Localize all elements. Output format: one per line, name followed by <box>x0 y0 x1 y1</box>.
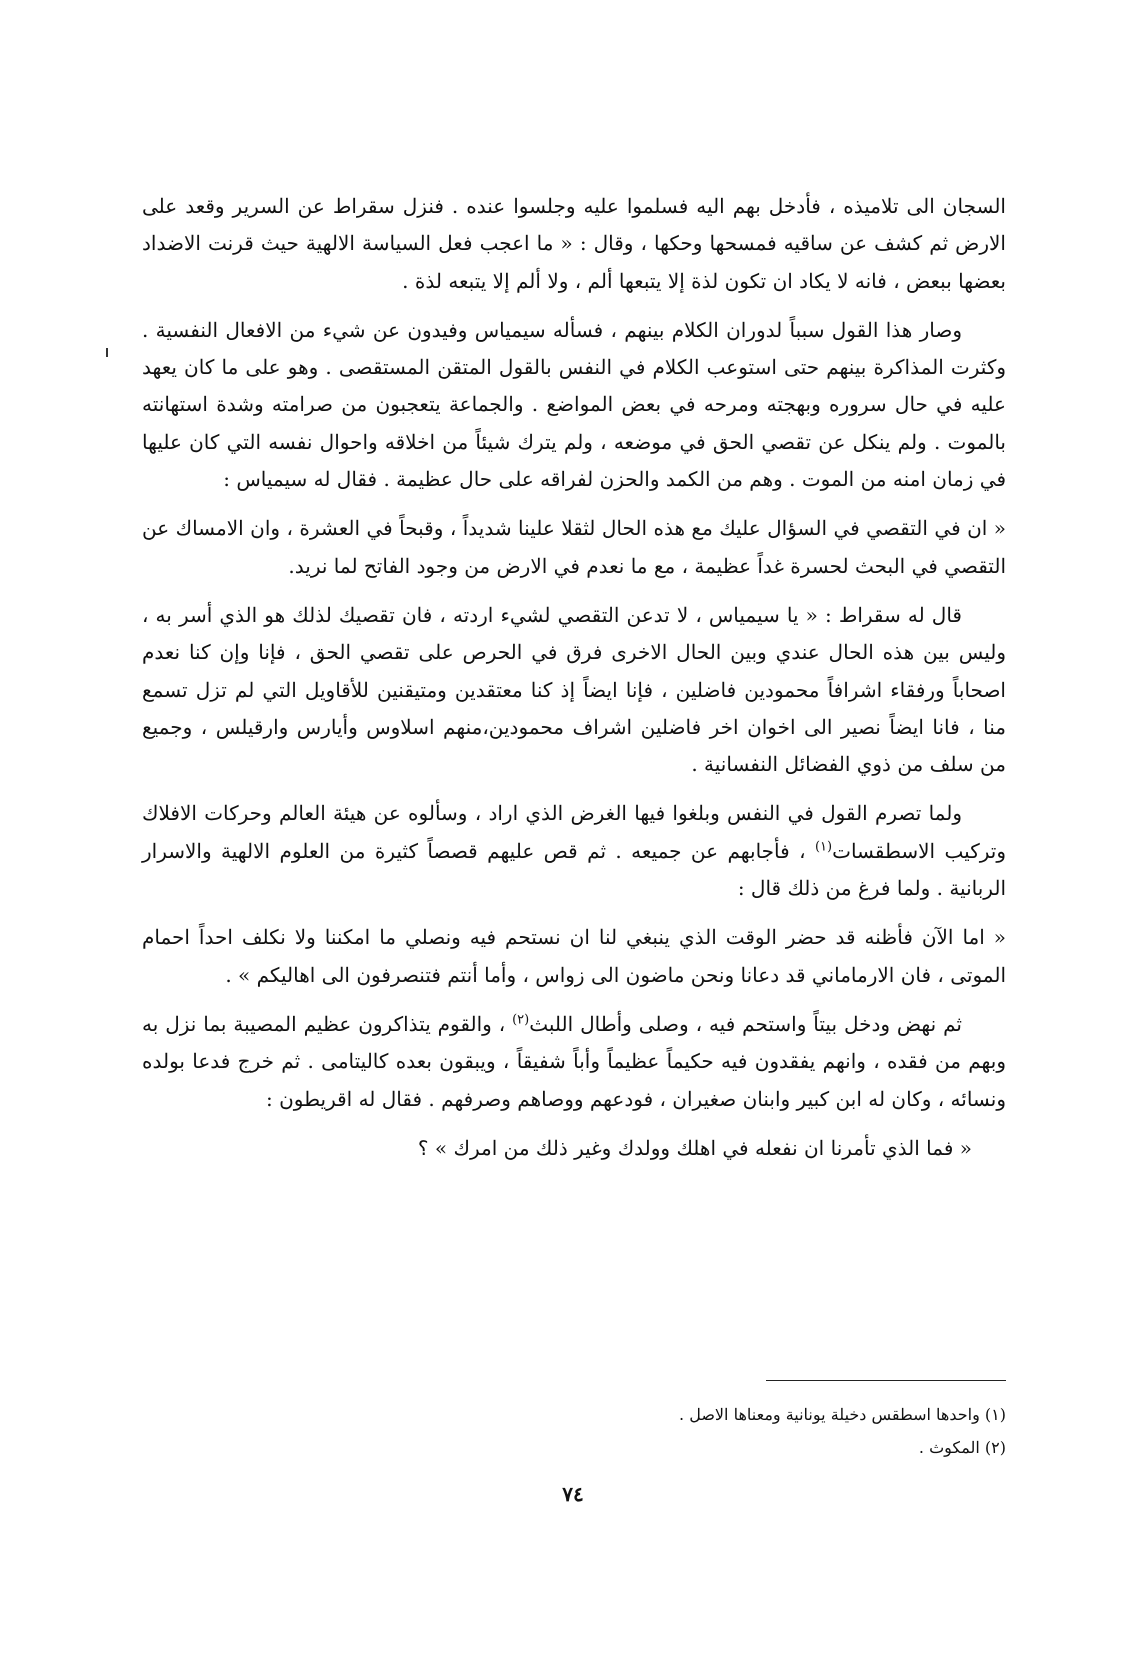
paragraph-5 <box>142 795 1006 907</box>
paragraph-8: « فما الذي تأمرنا ان نفعله في اهلك وولدك وغير ذلك من امرك » ؟ <box>417 1135 972 1160</box>
footnote-divider <box>766 1380 1006 1381</box>
footnote-2: (٢) المكوث . <box>918 1438 1006 1457</box>
paragraph-6: « اما الآن فأظنه قد حضر الوقت الذي ينبغي لنا ان نستحم فيه ونصلي ما امكننا ولا نكلف احداً احمام الموتى ، فان الارماماني قد دعانا ونحن ماضون الى زواس ، وأما أنتم فتنصرفون الى اهاليكم » . <box>142 925 1006 987</box>
paragraph-4: قال له سقراط : « يا سيمياس ، لا تدعن التقصي لشيء اردته ، فان تقصيك لذلك هو الذي أسر به ، وليس بين هذه الحال عندي وبين الحال الاخرى فرق في الحرص على تقصي الحق ، فإنا وإن كنا نعدم اصحاباً ورفقاء اشرافاً محمودين فاضلين ، فإنا ايضاً إذ كنا معتقدين ومتيقنين للأقاويل التي لم تزل تسمع منا ، فانا ايضاً نصير الى اخوان اخر فاضلين اشراف محمودين،منهم اسلاوس وأيارس وارقيلس ، وجميع من سلف من ذوي الفضائل النفسانية . <box>142 602 1006 777</box>
paragraph-3: « ان في التقصي في السؤال عليك مع هذه الحال لثقلا علينا شديداً ، وقبحاً في العشرة ، وان الامساك عن التقصي في البحث لحسرة غداً عظيمة ، مع ما نعدم في الارض من وجود الفاتح لما نريد. <box>142 516 1006 578</box>
paragraph-1: السجان الى تلاميذه ، فأدخل بهم اليه فسلموا عليه وجلسوا عنده . فنزل سقراط عن السرير وقعد على الارض ثم كشف عن ساقيه فمسحها وحكها ، وقال : « ما اعجب فعل السياسة الالهية حيث قرنت الاضداد بعضها ببعض ، فانه لا يكاد ان تكون لذة إلا يتبعها ألم ، ولا ألم إلا يتبعه لذة . <box>142 194 1006 293</box>
margin-mark <box>106 348 108 357</box>
paragraph-7 <box>142 1006 1006 1118</box>
paragraph-2: وصار هذا القول سبباً لدوران الكلام بينهم ، فسأله سيمياس وفيدون عن شيء من الافعال النفسية . وكثرت المذاكرة بينهم حتى استوعب الكلام في النفس بالقول المتقن المستقصى . وهو على ما كان يعهد عليه في حال سروره وبهجته ومرحه في بعض المواضع . والجماعة يتعجبون من صرامته وشدة استهانته بالموت . ولم ينكل عن تقصي الحق في موضعه ، ولم يترك شيئاً من اخلاقه واحوال نفسه التي كان عليها في زمان امنه من الموت . وهم من الكمد والحزن لفراقه على حال عظيمة . فقال له سيمياس : <box>142 317 1006 492</box>
paragraph-7-text-before: ثم نهض ودخل بيتاً واستحم فيه ، وصلى وأطال اللبث <box>529 1011 962 1036</box>
footnote-marker-2: (٢) <box>512 1012 530 1028</box>
body-text <box>142 188 1006 1179</box>
paragraph-7-text-after: ، والقوم يتذاكرون عظيم المصيبة بما نزل به وبهم من فقده ، وانهم يفقدون فيه حكيماً عظيماً وأباً شفيقاً ، ويبقون بعده كاليتامى . ثم خرج فدعا بولده ونسائه ، وكان له ابن كبير وابنان صغيران ، فودعهم ووصاهم وصرفهم . فقال له اقريطون : <box>142 1011 1006 1111</box>
paragraph-5-text-after: ، فأجابهم عن جميعه . ثم قص عليهم قصصاً كثيرة من العلوم الالهية والاسرار الربانية . ولما فرغ من ذلك قال : <box>142 838 1006 901</box>
footnotes <box>142 1398 1006 1464</box>
paragraph-5-text-before: ولما تصرم القول في النفس وبلغوا فيها الغرض الذي اراد ، وسألوه عن هيئة العالم وحركات الافلاك وتركيب الاسطقسات <box>142 801 1006 863</box>
footnote-1: (١) واحدها اسطقس دخيلة يونانية ومعناها الاصل . <box>679 1405 1006 1424</box>
page-number: ٧٤ <box>562 1482 584 1506</box>
footnote-marker-1: (١) <box>814 839 833 855</box>
